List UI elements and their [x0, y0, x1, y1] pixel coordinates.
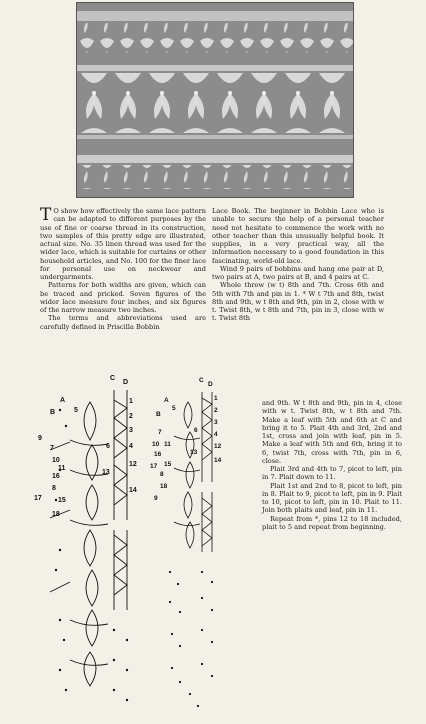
- diagram-narrow-label-6: 6: [194, 427, 198, 434]
- diagram-wide-label-6: 6: [106, 443, 110, 450]
- diagram-narrow-label-b: B: [156, 411, 161, 418]
- diagram-narrow-label-c: C: [199, 377, 204, 384]
- paragraph-terms: The terms and abbreviations used are carefully defined in Priscilla Bobbin: [40, 314, 206, 331]
- lace-photo-art: [77, 3, 353, 197]
- article-column-right: [212, 207, 384, 323]
- diagram-wide-label-10: 10: [52, 457, 60, 464]
- diagram-narrow-label-15: 15: [164, 461, 172, 468]
- diagram-narrow-label-d: D: [208, 381, 213, 388]
- diagram-wide-label-7: 7: [50, 445, 54, 452]
- diagram-narrow-label-12: 12: [214, 443, 222, 450]
- drop-cap: T: [40, 205, 52, 225]
- diagram-wide-label-15: 15: [58, 497, 66, 504]
- paragraph-repeat: Repeat from *, pins 12 to 18 included, plait to 5 and repeat from beginning.: [262, 514, 402, 531]
- paragraph-patterns: Patterns for both widths are given, which can be traced and pricked. Seven figures of the wider lace measure four inches, and six figures of the narrow measure two inches.: [40, 281, 206, 314]
- diagram-narrow-label-11: 11: [164, 441, 171, 448]
- diagram-narrow-label-7: 7: [158, 429, 162, 436]
- diagram-wide-label-1: 1: [129, 398, 133, 405]
- paragraph-plait-1st: Plait 1st and 2nd to 8, picot to left, pin in 8. Plait to 9, picot to left, pin in 9. Plait to 10, picot to left, pin in 10. Plait to 11. Join both plaits and leaf, pin in 11.: [262, 481, 402, 515]
- diagram-narrow-label-9: 9: [154, 495, 158, 502]
- paragraph-wind: Wind 9 pairs of bobbins and hang one pair at D, two pairs at A, two pairs at B, and 4 pairs at C.: [212, 264, 384, 281]
- pricking-diagram-narrow: [150, 372, 230, 712]
- diagram-wide-label-b: B: [50, 409, 56, 416]
- paragraph-intro: T O show how effectively the same lace pattern can be adapted to different purposes by the use of fine or coarse thread in its construction, two samples of this pretty edge are illustrated, actual size. No. 35 linen thread was used for the wider lace, which is suitable for curtains or other household articles, and No. 100 for the finer lace for personal use on neckwear and undergarments.: [40, 205, 206, 281]
- diagram-narrow-label-16: 16: [154, 451, 162, 458]
- pricking-diagram-wide: [30, 370, 140, 710]
- paragraph-leaf: and 9th. W t 8th and 9th, pin in 4, close with w t. Twist 8th, w t 8th and 7th. Make a leaf with 5th and 6th at C and bring it to 5. Plait 4th and 3rd, 2nd and 1st, cross and join with leaf, pin in 5. Make a leaf with 5th and 6th, bring it to 6, twist 7th, cross with 7th, pin in 6, close.: [262, 399, 402, 465]
- diagram-wide-label-17: 17: [34, 495, 42, 502]
- article-column-right-lower: [262, 399, 402, 531]
- diagram-wide-label-a: A: [60, 397, 66, 404]
- diagram-narrow-label-1: 1: [214, 395, 218, 402]
- diagram-narrow-label-8: 8: [160, 471, 164, 478]
- diagram-narrow-label-a: A: [164, 397, 169, 404]
- diagram-wide-label-2: 2: [129, 413, 133, 420]
- diagram-narrow-label-14: 14: [214, 457, 222, 464]
- diagram-wide-label-13: 13: [102, 469, 110, 476]
- diagram-wide-label-18: 18: [52, 511, 60, 518]
- diagram-wide-label-c: C: [110, 375, 116, 382]
- diagram-wide-label-8: 8: [52, 485, 56, 492]
- diagram-narrow-label-10: 10: [152, 441, 160, 448]
- diagram-wide-label-16: 16: [52, 473, 60, 480]
- paragraph-plait-3rd: Plait 3rd and 4th to 7, picot to left, pin in 7. Plait down to 11.: [262, 465, 402, 482]
- diagram-wide-label-11: 11: [58, 465, 66, 472]
- diagram-narrow-label-3: 3: [214, 419, 218, 426]
- diagram-narrow-label-18: 18: [160, 483, 168, 490]
- diagram-narrow-label-5: 5: [172, 405, 176, 412]
- diagram-wide-label-3: 3: [129, 427, 133, 434]
- paragraph-whole-throw: Whole throw (w t) 8th and 7th. Cross 6th and 5th with 7th and pin in 1. * W t 7th and 8th, twist 8th and 9th, w t 8th and 9th, pin in 2, close with w t. Twist 8th, w t 8th and 7th, pin in 3, close with w t. Twist 8th: [212, 281, 384, 323]
- diagram-narrow-label-17: 17: [150, 463, 158, 470]
- diagram-wide-label-d: D: [123, 379, 129, 386]
- lace-photo: [76, 2, 354, 198]
- diagram-wide-label-14: 14: [129, 487, 137, 494]
- diagram-wide-label-5: 5: [74, 407, 78, 414]
- article-column-left: [40, 207, 206, 331]
- diagram-wide-label-12: 12: [129, 461, 137, 468]
- diagram-narrow-label-2: 2: [214, 407, 218, 414]
- paragraph-book: Lace Book. The beginner in Bobbin Lace who is unable to secure the help of a personal teacher need not hesitate to commence the work with no other teacher than this unusually helpful book. It supplies, in a very practical way, all the information necessary to a good foundation in this fascinating, world-old lace.: [212, 207, 384, 265]
- diagram-narrow-label-4: 4: [214, 431, 218, 438]
- diagram-wide-label-4: 4: [129, 443, 133, 450]
- diagram-narrow-label-13: 13: [190, 449, 198, 456]
- diagram-wide-label-9: 9: [38, 435, 42, 442]
